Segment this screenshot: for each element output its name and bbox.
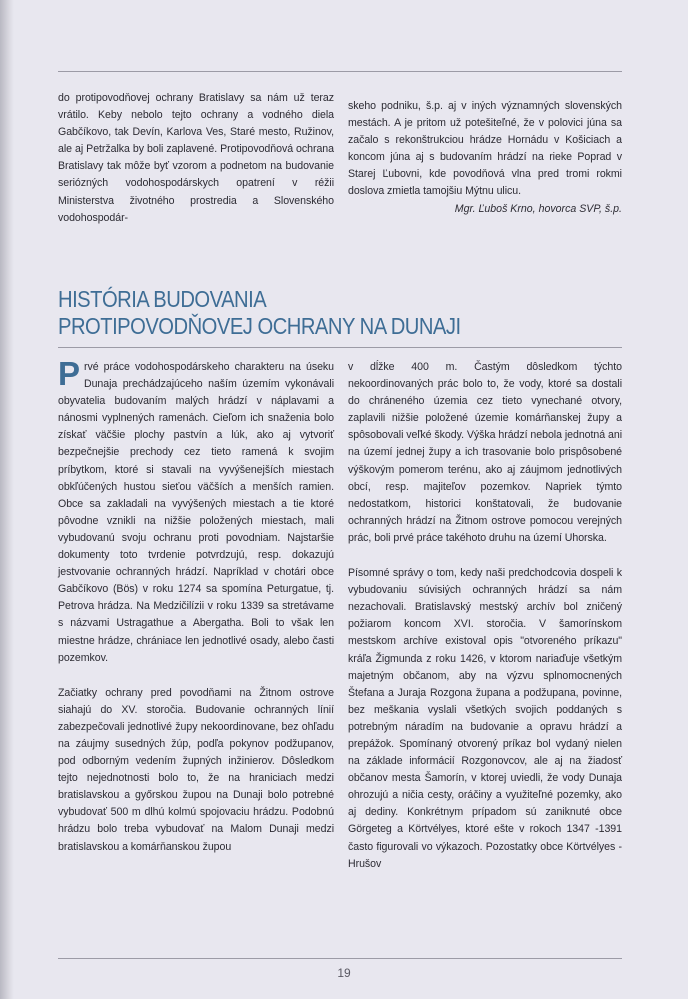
drop-cap: P: [58, 355, 80, 392]
title-rule: [58, 347, 622, 348]
intro-right-text: skeho podniku, š.p. aj v iných významných slovenských mestách. A je pritom už potešiteľné, že v polovici júna sa začalo s rekonštrukciou hrádze Hornádu v Košiciach a koncom júna aj s budovaním hrádzí na rieke Poprad v Starej Ľubovni, kde povodňová vlna pred tromi rokmi doslova zmietla tamojšiu Mýtnu ulicu.: [348, 100, 622, 198]
article-title-line1: HISTÓRIA BUDOVANIA: [58, 286, 267, 312]
article-left-paragraph-2: Začiatky ochrany pred povodňami na Žitnom ostrove siahajú do XV. storočia. Budovanie ochranných línií zabezpečovali jednotlivé župy nekoordinovane, bez ohľadu na záujmy susedných žúp, podľa pokynov podžupanov, pod odborným vedením župných inžinierov. Dôsledkom tejto nejednotnosti bolo to, že na hraniciach medzi bratislavskou a győrskou župou na Dunaji bolo potrebné vybudovať 500 m dlhú kolmú spojovaciu hrádzu. Podobnú hrádzu bolo treba vybudovať na Malom Dunaji medzi bratislavskou a komárňanskou župou: [58, 686, 334, 853]
page-number: 19: [337, 966, 351, 980]
bottom-rule: [58, 958, 622, 959]
intro-left-column: [58, 90, 334, 227]
article-left-paragraph-1: [58, 355, 334, 667]
intro-left-text: do protipovodňovej ochrany Bratislavy sa nám už teraz vrátilo. Keby nebolo tejto ochrany a vodného diela Gabčíkovo, tak Devín, Karlova Ves, Staré mesto, Ružinov, ale aj Petržalka by boli zaplavené. Protipovodňová ochrana Bratislavy tak môže byť vzorom a podnetom na budovanie seriózných vodohospodárskych opatrení v réžii Ministerstva životného prostredia a Slovenského vodohospodár-: [58, 92, 334, 224]
article-right-paragraph-1: v dĺžke 400 m. Častým dôsledkom týchto nekoordinovaných prác bolo to, že vody, ktoré sa dostali do chráneného územia cez tieto vynechané otvory, zaplavili nižšie položené územie komárňanskej župy a spôsobovali veľké škody. Výška hrádzí nebola jednotná ani na území jednej župy a ich trasovanie bolo prispôsobené výškovým pomerom terénu, ako aj záujmom jednotlivých obcí, resp. majiteľov pozemkov. Napriek týmto nedostatkom, historici konštatovali, že budovanie ochranných hrádzí na Žitnom ostrove pomocou verejných prác, boli prvé práce takéhoto druhu na území Uhorska.: [348, 361, 622, 544]
intro-right-column: [348, 98, 622, 218]
author-signature: Mgr. Ľuboš Krno, hovorca SVP, š.p.: [454, 202, 622, 215]
article-left-column: [58, 355, 334, 856]
page-spine-shadow: [0, 0, 14, 999]
article-right-column: [348, 359, 622, 873]
article-title: [58, 286, 461, 340]
article-left-paragraph-1-text: rvé práce vodohospodárskeho charakteru na úseku Dunaja prechádzajúceho naším územím vykonávali obyvatelia budovaním malých hrádzí v náplavami a nánosmi vyplnených ramenách. Cieľom ich snaženia bolo získať väčšie plochy pastvín a lúk, ako aj vytvoriť bezpečnejšie prechody cez tieto ramená k svojim príbytkom, ktoré si stavali na vyvýšenejších miestach obkľúčených hustou sieťou väčších a menších ramien. Obce sa zakladali na vyvýšených miestach a tie ktoré pôvodne vznikli na nižšie položených miestach, mali vybudovanú svoju ochranu proti povodniam. Najstaršie dokumenty toto tvrdenie potvrdzujú, resp. dokazujú jestvovanie ochranných hrádzí. Napríklad v chotári obce Gabčíkovo (Bös) v roku 1274 sa spomína Peturgatue, tj. Petrova hrádza. Na Medzičilízii v roku 1339 sa stretávame s názvami Ustragathue a Abergatha. Boli to však len miestne hrádze, chrániace len jednotlivé osady, alebo časti pozemkov.: [58, 361, 334, 664]
top-rule: [58, 71, 622, 72]
article-title-line2: PROTIPOVODŇOVEJ OCHRANY NA DUNAJI: [58, 313, 461, 339]
article-right-paragraph-2: Písomné správy o tom, kedy naši predchodcovia dospeli k vybudovaniu súvisiých ochranných hrádzí sa nám nezachovali. Bratislavský mestský archív bol zničený požiarom koncom XVI. storočia. V šamorínskom mestskom archíve existoval opis "otvoreného príkazu" kráľa Žigmunda z roku 1426, v ktorom nariaďuje všetkým majetným občanom, aby na výzvu splnomocnených Štefana a Juraja Rozgona župana a podžupana, povinne, bez meškania vyslali všetkých svojich poddaných s potrebným náradím na budovanie a opravu hrádzí a prepážok. Spomínaný otvorený príkaz bol vydaný nielen na základe informácií Rozgonovcov, ale aj na žiadosť občanov mesta Šamorín, v ktorej uviedli, že vody Dunaja ohrozujú a ničia cesty, oráčiny a využiteľné pozemky, ako aj dediny. Konkrétnym prípadom sú zaniknuté obce Görgeteg a Körtvélyes, ktoré ešte v rokoch 1347 -1391 často figurovali vo výkazoch. Pozostatky obce Körtvélyes - Hrušov: [348, 567, 622, 870]
